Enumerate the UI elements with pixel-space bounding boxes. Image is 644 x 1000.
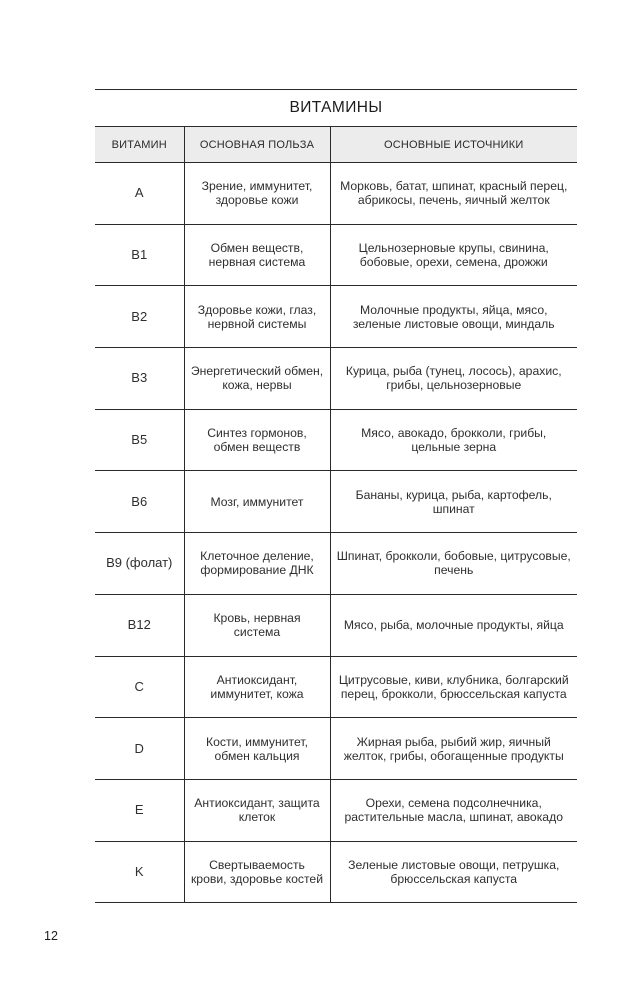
- benefit-cell: Кости, иммунитет, обмен кальция: [184, 718, 330, 780]
- benefit-cell: Здоровье кожи, глаз, нервной системы: [184, 286, 330, 348]
- sources-cell: Цельнозерновые крупы, свинина, бобовые, орехи, семена, дрожжи: [330, 224, 577, 286]
- header-sources: ОСНОВНЫЕ ИСТОЧНИКИ: [330, 127, 577, 163]
- benefit-cell: Свертываемость крови, здоровье костей: [184, 841, 330, 903]
- sources-cell: Жирная рыба, рыбий жир, яичный желток, грибы, обогащенные продукты: [330, 718, 577, 780]
- vitamin-cell: B2: [95, 286, 184, 348]
- sources-cell: Орехи, семена подсолнечника, растительные масла, шпинат, авокадо: [330, 779, 577, 841]
- benefit-cell: Клеточное деление, формирование ДНК: [184, 533, 330, 595]
- table-row: [95, 409, 577, 471]
- sources-cell: Мясо, рыба, молочные продукты, яйца: [330, 594, 577, 656]
- benefit-cell: Антиоксидант, защита клеток: [184, 779, 330, 841]
- table-row: [95, 533, 577, 595]
- header-benefit: ОСНОВНАЯ ПОЛЬЗА: [184, 127, 330, 163]
- sources-cell: Бананы, курица, рыба, картофель, шпинат: [330, 471, 577, 533]
- vitamin-cell: B3: [95, 348, 184, 410]
- table-row: [95, 471, 577, 533]
- page-number: 12: [44, 929, 58, 943]
- vitamins-table: [95, 89, 577, 903]
- benefit-cell: Обмен веществ, нервная система: [184, 224, 330, 286]
- table-row: [95, 163, 577, 225]
- vitamin-cell: D: [95, 718, 184, 780]
- table-row: [95, 779, 577, 841]
- sources-cell: Зеленые листовые овощи, петрушка, брюссельская капуста: [330, 841, 577, 903]
- vitamin-cell: K: [95, 841, 184, 903]
- vitamin-cell: E: [95, 779, 184, 841]
- sources-cell: Морковь, батат, шпинат, красный перец, абрикосы, печень, яичный желток: [330, 163, 577, 225]
- vitamin-cell: B9 (фолат): [95, 533, 184, 595]
- sources-cell: Мясо, авокадо, брокколи, грибы, цельные зерна: [330, 409, 577, 471]
- vitamin-cell: B1: [95, 224, 184, 286]
- table-title: ВИТАМИНЫ: [95, 90, 577, 127]
- vitamin-cell: B5: [95, 409, 184, 471]
- table-title-row: [95, 90, 577, 127]
- benefit-cell: Мозг, иммунитет: [184, 471, 330, 533]
- benefit-cell: Синтез гормонов, обмен веществ: [184, 409, 330, 471]
- header-vitamin: ВИТАМИН: [95, 127, 184, 163]
- sources-cell: Молочные продукты, яйца, мясо, зеленые листовые овощи, миндаль: [330, 286, 577, 348]
- benefit-cell: Энергетический обмен, кожа, нервы: [184, 348, 330, 410]
- table-row: [95, 841, 577, 903]
- table-row: [95, 718, 577, 780]
- table-header-row: [95, 127, 577, 163]
- sources-cell: Шпинат, брокколи, бобовые, цитрусовые, печень: [330, 533, 577, 595]
- table-row: [95, 286, 577, 348]
- benefit-cell: Кровь, нервная система: [184, 594, 330, 656]
- table-row: [95, 594, 577, 656]
- benefit-cell: Антиоксидант, иммунитет, кожа: [184, 656, 330, 718]
- table-row: [95, 656, 577, 718]
- table-row: [95, 224, 577, 286]
- vitamin-cell: C: [95, 656, 184, 718]
- sources-cell: Цитрусовые, киви, клубника, болгарский перец, брокколи, брюссельская капуста: [330, 656, 577, 718]
- benefit-cell: Зрение, иммунитет, здоровье кожи: [184, 163, 330, 225]
- table-row: [95, 348, 577, 410]
- vitamin-cell: A: [95, 163, 184, 225]
- vitamin-cell: B12: [95, 594, 184, 656]
- vitamin-cell: B6: [95, 471, 184, 533]
- sources-cell: Курица, рыба (тунец, лосось), арахис, грибы, цельнозерновые: [330, 348, 577, 410]
